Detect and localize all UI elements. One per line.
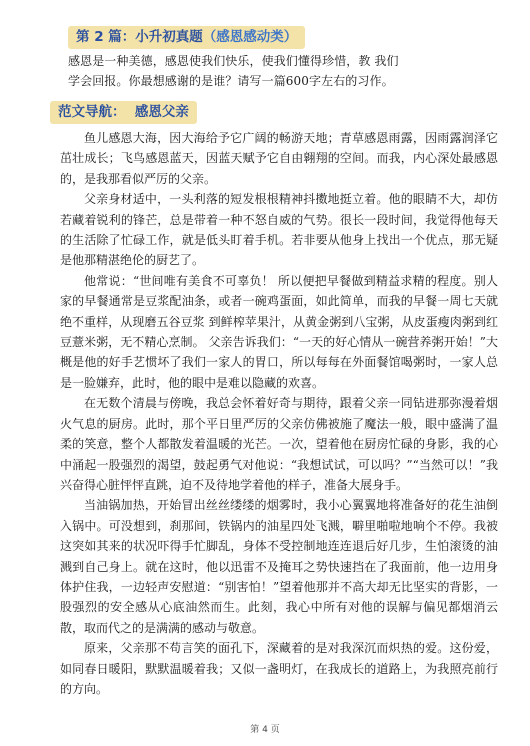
- document-page: [60, 26, 498, 699]
- essay-paragraph: 父亲身材适中，一头利落的短发根根精神抖擞地挺立着。他的眼睛不大，却仿若藏着锐利的锋芒，总是带着一种不怒自威的气势。很长一段时间，我觉得他每天的生活除了忙碌工作，就是低头盯着手机。若非要从他身上找出一个优点，那无疑是他那精湛绝伦的厨艺了。: [60, 192, 498, 268]
- writing-prompt-line: 感恩是一种美德，感恩使我们快乐，使我们懂得珍惜，教 我们: [68, 54, 399, 68]
- essay-title-banner: [68, 26, 305, 49]
- model-essay-body: [60, 128, 498, 699]
- model-essay-banner: [50, 101, 197, 124]
- writing-prompt: [68, 51, 498, 91]
- model-essay-title: 感恩父亲: [134, 104, 189, 120]
- essay-paragraph: 他常说：“世间唯有美食不可辜负！ 所以便把早餐做到精益求精的程度。别人家的早餐通常是豆浆配油条，或者一碗鸡蛋面，如此简单，而我的早餐一周七天就绝不重样，从现磨五谷豆浆 到鲜榨苹果汁，从黄金粥到八宝粥，从皮蛋瘦肉粥到红豆薏米粥，无不精心烹制。 父亲告诉我们：“一天的好心情从一碗营养粥开始！”大概是他的好手艺惯坏了我们一家人的胃口，所以每每在外面餐馆喝粥时，一家人总是一脸嫌弃，此时，他的眼中是难以隐藏的欢喜。: [60, 273, 498, 390]
- essay-title-category: （感恩感动类）: [202, 29, 298, 45]
- essay-paragraph: 当油锅加热，开始冒出丝丝缕缕的烟雾时，我小心翼翼地将准备好的花生油倒入锅中。可没想到，刹那间，铁锅内的油星四处飞溅，噼里啪啦地响个不停。我被这突如其来的状况吓得手忙脚乱，身体不受控制地连连退后好几步，生怕滚烫的油溅到自己身上。就在这时，他以迅雷不及掩耳之势快速挡在了我面前，他一边用身体护住我，一边轻声安慰道：“别害怕！”望着他那并不高大却无比坚实的背影，一股强烈的安全感从心底油然而生。此刻，我心中所有对他的误解与偏见都烟消云散，取而代之的是满满的感动与敬意。: [60, 498, 498, 635]
- writing-prompt-line: 学会回报。你最想感谢的是谁？请写一篇600字左右的习作。: [68, 74, 394, 88]
- essay-paragraph: 在无数个清晨与傍晚，我总会怀着好奇与期待，跟着父亲一同钻进那弥漫着烟火气息的厨房。此时，那个平日里严厉的父亲仿佛被施了魔法一般，眼中盛满了温柔的笑意，整个人都散发着温暖的光芒。一次，望着他在厨房忙碌的身影，我的心中涌起一股强烈的渴望，鼓起勇气对他说：“我想试试，可以吗？”“当然可以！”我兴奋得心脏怦怦直跳，迫不及待地学着他的样子，准备大展身手。: [60, 396, 498, 492]
- essay-paragraph: 原来，父亲那不苟言笑的面孔下，深藏着的是对我深沉而炽热的爱。这份爱，如同春日暖阳，默默温暖着我；又似一盏明灯，在我成长的道路上，为我照亮前行的方向。: [60, 641, 498, 696]
- page-number: 第 4 页: [250, 725, 280, 735]
- essay-title-lead: 第 2 篇：小升初真题: [76, 29, 203, 45]
- essay-paragraph: 鱼儿感恩大海，因大海给予它广阔的畅游天地；青草感恩雨露，因雨露润泽它茁壮成长；飞鸟感恩蓝天，因蓝天赋予它自由翱翔的空间。而我，内心深处最感恩的，是我那看似严厉的父亲。: [60, 131, 498, 186]
- model-essay-label: 范文导航：: [58, 104, 126, 120]
